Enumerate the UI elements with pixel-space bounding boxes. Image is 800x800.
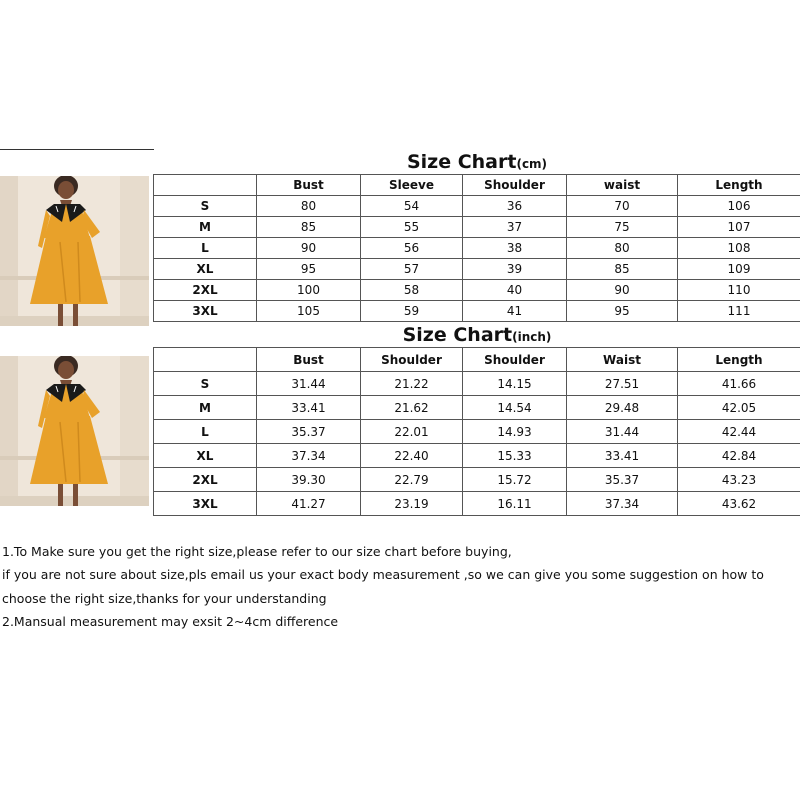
table-cell: 80 (257, 196, 361, 217)
table-cell: 105 (257, 301, 361, 322)
table-cell: 22.01 (361, 420, 463, 444)
note-line: choose the right size,thanks for your understanding (2, 590, 327, 606)
table-cell: 36 (463, 196, 567, 217)
table-cell: 90 (257, 238, 361, 259)
table-cell: 95 (257, 259, 361, 280)
table-cell: 54 (361, 196, 463, 217)
table-cell: 16.11 (463, 492, 567, 516)
table-row (154, 492, 800, 516)
table-cell: 110 (678, 280, 800, 301)
table-cell: 58 (361, 280, 463, 301)
table-cell: 35.37 (257, 420, 361, 444)
table-row (154, 196, 800, 217)
divider-line (0, 149, 154, 150)
note-line: 1.To Make sure you get the right size,please refer to our size chart before buying, (2, 544, 512, 559)
header-cell: waist (567, 175, 678, 196)
table-cell: 41.27 (257, 492, 361, 516)
header-cell (154, 175, 257, 196)
header-cell: Bust (257, 175, 361, 196)
size-label-cell: M (154, 217, 257, 238)
table-cell: 37.34 (257, 444, 361, 468)
size-label-cell: XL (154, 444, 257, 468)
table-cell: 106 (678, 196, 800, 217)
table-cell: 95 (567, 301, 678, 322)
table-cell: 43.62 (678, 492, 800, 516)
table-cell: 90 (567, 280, 678, 301)
table-cell: 21.62 (361, 396, 463, 420)
size-label-cell: L (154, 420, 257, 444)
table-cell: 109 (678, 259, 800, 280)
note-line: if you are not sure about size,pls email us your exact body measurement ,so we can give you some suggestion on how to (2, 567, 764, 583)
table-row (154, 444, 800, 468)
table-row (154, 301, 800, 322)
table-row (154, 238, 800, 259)
table-cell: 57 (361, 259, 463, 280)
table-cell: 42.44 (678, 420, 800, 444)
size-label-cell: M (154, 396, 257, 420)
header-cell: Sleeve (361, 175, 463, 196)
header-cell (154, 348, 257, 372)
size-chart-cm-title: Size Chart(cm) (406, 151, 548, 173)
table-header-row (154, 175, 800, 196)
table-cell: 33.41 (567, 444, 678, 468)
table-cell: 80 (567, 238, 678, 259)
table-cell: 22.79 (361, 468, 463, 492)
table-cell: 100 (257, 280, 361, 301)
table-cell: 111 (678, 301, 800, 322)
size-label-cell: S (154, 372, 257, 396)
model-photo-inch (0, 356, 149, 506)
table-row (154, 468, 800, 492)
table-cell: 75 (567, 217, 678, 238)
size-label-cell: S (154, 196, 257, 217)
header-cell: Length (678, 175, 800, 196)
table-row (154, 420, 800, 444)
table-row (154, 259, 800, 280)
table-row (154, 280, 800, 301)
table-cell: 70 (567, 196, 678, 217)
model-photo-cm (0, 176, 149, 326)
size-label-cell: 2XL (154, 468, 257, 492)
size-label-cell: 3XL (154, 301, 257, 322)
table-cell: 38 (463, 238, 567, 259)
header-cell: Shoulder (463, 348, 567, 372)
table-cell: 40 (463, 280, 567, 301)
header-cell: Length (678, 348, 800, 372)
size-chart-inch-table (153, 347, 800, 516)
table-cell: 42.84 (678, 444, 800, 468)
table-cell: 23.19 (361, 492, 463, 516)
table-row (154, 217, 800, 238)
table-cell: 14.54 (463, 396, 567, 420)
table-cell: 107 (678, 217, 800, 238)
size-chart-cm-table (153, 174, 800, 322)
table-cell: 29.48 (567, 396, 678, 420)
table-cell: 14.15 (463, 372, 567, 396)
size-notes (2, 540, 798, 633)
table-cell: 41.66 (678, 372, 800, 396)
table-cell: 56 (361, 238, 463, 259)
table-cell: 43.23 (678, 468, 800, 492)
table-cell: 41 (463, 301, 567, 322)
table-header-row (154, 348, 800, 372)
table-cell: 37 (463, 217, 567, 238)
table-cell: 85 (567, 259, 678, 280)
size-label-cell: 3XL (154, 492, 257, 516)
table-row (154, 396, 800, 420)
table-cell: 27.51 (567, 372, 678, 396)
header-cell: Shoulder (463, 175, 567, 196)
table-cell: 15.72 (463, 468, 567, 492)
table-cell: 15.33 (463, 444, 567, 468)
table-cell: 55 (361, 217, 463, 238)
table-cell: 33.41 (257, 396, 361, 420)
note-line: 2.Mansual measurement may exsit 2~4cm difference (2, 613, 339, 629)
table-row (154, 372, 800, 396)
table-cell: 39.30 (257, 468, 361, 492)
size-chart-inch-title: Size Chart(inch) (402, 324, 552, 346)
table-cell: 31.44 (567, 420, 678, 444)
table-cell: 59 (361, 301, 463, 322)
size-label-cell: 2XL (154, 280, 257, 301)
table-cell: 37.34 (567, 492, 678, 516)
header-cell: Shoulder (361, 348, 463, 372)
table-cell: 39 (463, 259, 567, 280)
table-cell: 108 (678, 238, 800, 259)
table-cell: 21.22 (361, 372, 463, 396)
header-cell: Waist (567, 348, 678, 372)
table-cell: 14.93 (463, 420, 567, 444)
size-label-cell: XL (154, 259, 257, 280)
table-cell: 42.05 (678, 396, 800, 420)
table-cell: 31.44 (257, 372, 361, 396)
table-cell: 35.37 (567, 468, 678, 492)
header-cell: Bust (257, 348, 361, 372)
table-cell: 22.40 (361, 444, 463, 468)
size-label-cell: L (154, 238, 257, 259)
table-cell: 85 (257, 217, 361, 238)
